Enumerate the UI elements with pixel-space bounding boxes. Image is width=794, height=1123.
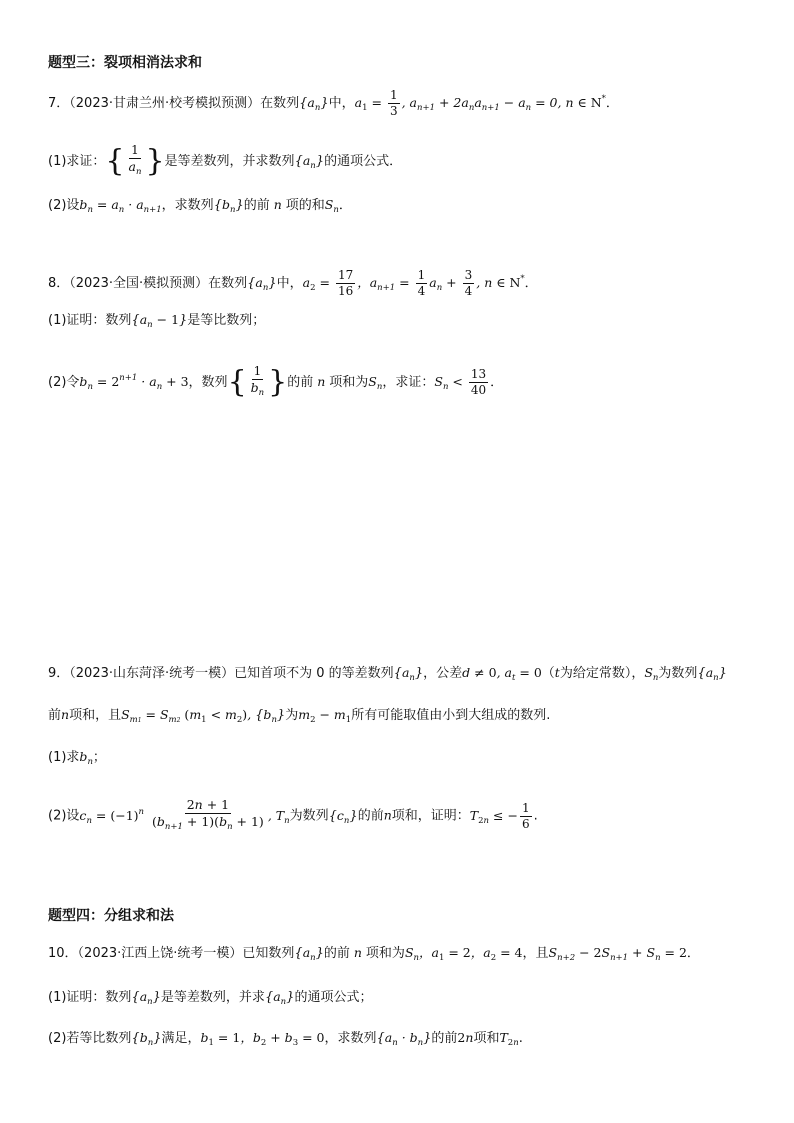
- question-10-part-1: (1)证明：数列$\{a_n\}$是等差数列，并求$\{a_n\}$的通项公式；: [48, 989, 373, 1007]
- question-9-part-2: (2)设$c_n = (-1)^n$ $\frac{2n + 1}{(b_{n+1} + 1)(b_n + 1)}$ , $T_n$为数列$\{c_n\}$的前n项和，证明：$T_{2n}$ ≤ − $\frac{1}{6}$ .: [48, 797, 538, 832]
- question-8-part-2: (2)令$b_n = 2^{n+1} \cdot a_n + 3$，数列{ $\frac{1}{b_n}$ }的前 n 项和为$S_n$，求证：$S_n$ < $\frac{13}{40}$ ．: [48, 364, 504, 400]
- question-10-part-2: (2)若等比数列$\{b_n\}$满足，$b_1 = 1$，$b_2 + b_3 = 0$，求数列$\{a_n \cdot b_n\}$的前2n项和$T_{2n}$.: [48, 1030, 523, 1048]
- section-heading-3: 题型三：裂项相消法求和: [48, 55, 202, 71]
- question-7-part-1: (1)求证：{ $\frac{1}{a_n}$ }是等差数列，并求数列$\{a_n\}$的通项公式．: [48, 143, 403, 179]
- question-9-stem: 9．（2023·山东菏泽·统考一模）已知首项不为 0 的等差数列$\{a_n\}$，公差d ≠ 0, $a_t = 0(t$为给定常数），$S_n$为数列$\{a_n\}$: [48, 665, 727, 683]
- question-8-stem: 8．（2023·全国·模拟预测）在数列$\{a_n\}$中，$a_2$ = $\frac{17}{16}$ ，$a_{n+1}$ = $\frac{1}{4}$ $a_n$ + $\frac{3}{4}$ , n ∈ N*．: [48, 268, 538, 298]
- question-7-part-2: (2)设$b_n = a_n \cdot a_{n+1}$，求数列$\{b_n\}$的前 n 项的和$S_n$．: [48, 197, 352, 215]
- question-10-stem: 10．（2023·江西上饶·统考一模）已知数列$\{a_n\}$的前 n 项和为$S_n$，$a_1 = 2$，$a_2 = 4$，且$S_{n+2} - 2S_{n+1} + S_n = 2$．: [48, 945, 700, 963]
- question-9-stem-line-2: 前n项和，且$S_{m1} = S_{m2}$ $(m_1 < m_2)$, $\{b_n\}$为$m_2 - m_1$所有可能取值由小到大组成的数列.: [48, 707, 551, 725]
- question-9-part-1: (1)求$b_n$；: [48, 749, 106, 767]
- question-7-stem: 7．（2023·甘肃兰州·校考模拟预测）在数列$\{a_n\}$中，$a_1$ = $\frac{1}{3}$ , $a_{n+1} + 2a_na_{n+1} - a_n = 0$, n ∈ N*．: [48, 88, 619, 118]
- section-heading-4: 题型四：分组求和法: [48, 908, 174, 924]
- question-8-part-1: (1)证明：数列$\{a_n - 1\}$是等比数列；: [48, 312, 266, 330]
